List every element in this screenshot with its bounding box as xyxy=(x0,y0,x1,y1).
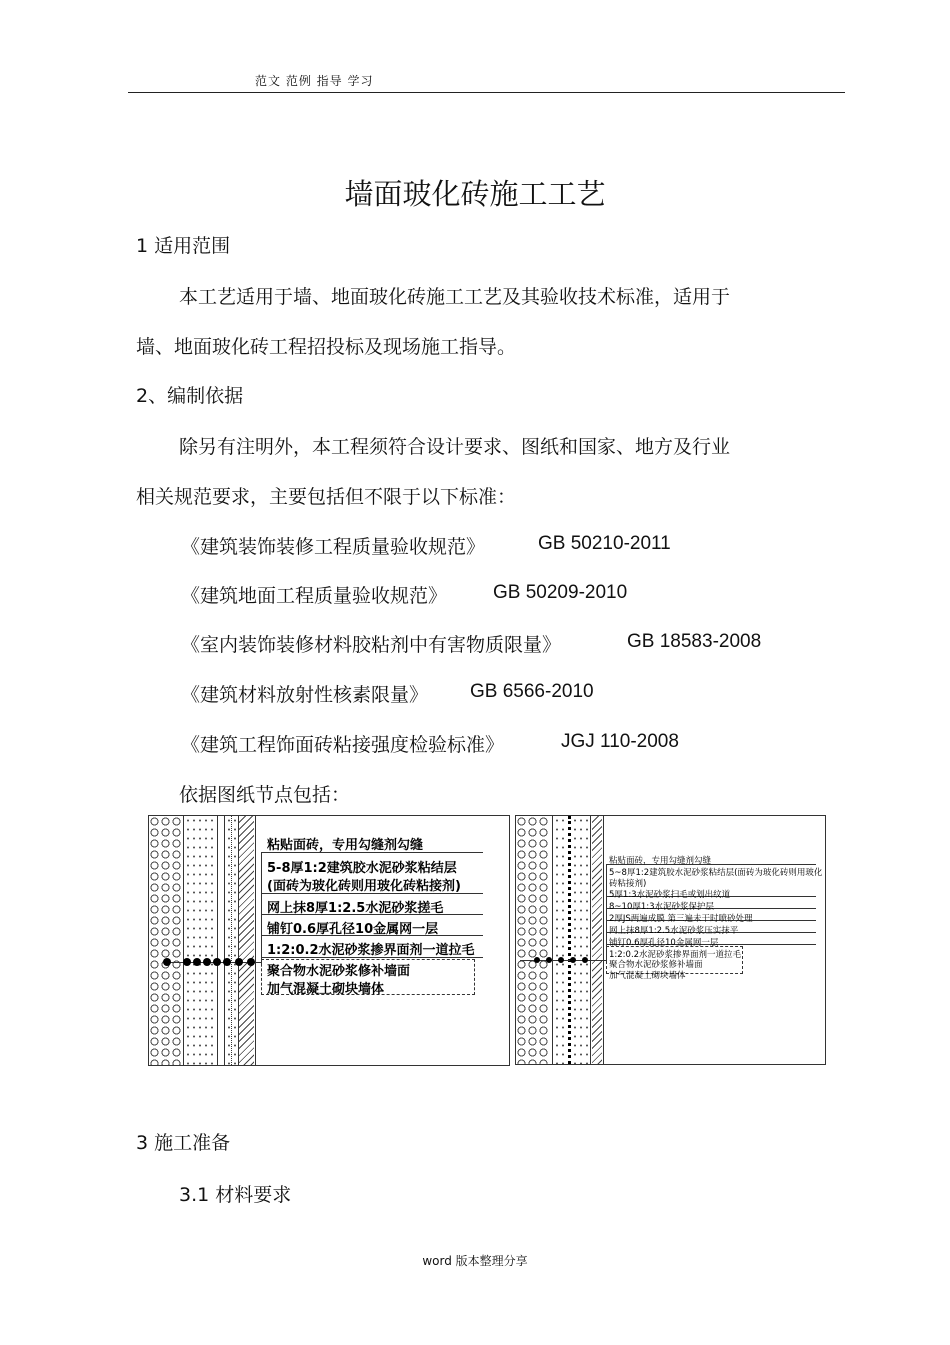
tile-hatch xyxy=(592,816,602,1064)
masonry-pattern xyxy=(149,816,181,1065)
mesh-line xyxy=(568,816,571,1064)
standard-code: GB 50210-2011 xyxy=(538,533,671,554)
layer-line xyxy=(224,816,225,1065)
figure-label: 铺钉0.6厚孔径10金属网一层 xyxy=(267,922,439,937)
header-rule xyxy=(128,92,845,93)
section-2-heading: 2、编制依据 xyxy=(136,385,244,407)
layer-line xyxy=(217,816,218,1065)
figure-label: 铺钉0.6厚孔径10金属网一层 xyxy=(609,938,719,948)
standard-name: 《建筑材料放射性核素限量》 xyxy=(181,684,429,706)
leader-dot xyxy=(203,958,211,966)
mortar-pattern xyxy=(572,816,588,1064)
leader-dot xyxy=(534,957,540,963)
wall-section-figure-1 xyxy=(148,815,510,1066)
masonry-pattern xyxy=(516,816,550,1064)
figure-label: 聚合物水泥砂浆修补墙面 xyxy=(267,964,411,979)
mesh-line xyxy=(231,816,232,1065)
plaster-pattern xyxy=(185,816,215,1065)
page-header: 范文 范例 指导 学习 xyxy=(255,74,374,88)
leader-line xyxy=(261,852,262,964)
layer-line xyxy=(590,816,591,1064)
leader-dot xyxy=(582,957,588,963)
figure-label: 网上抹8厚1:2.5水泥砂浆搓毛 xyxy=(267,901,444,916)
figure-label: 粘贴面砖，专用勾缝剂勾缝 xyxy=(609,856,712,866)
leader-dot xyxy=(235,958,243,966)
figure-label: 5~8厚1:2建筑胶水泥砂浆粘结层(面砖为玻化砖则用玻化 xyxy=(609,868,823,878)
figure-label: 1:2:0.2水泥砂浆掺界面剂一道拉毛 xyxy=(609,950,742,960)
standard-code: GB 50209-2010 xyxy=(493,582,628,603)
figure-label: (面砖为玻化砖则用玻化砖粘接剂) xyxy=(267,879,461,894)
layer-line xyxy=(183,816,184,1065)
section-1-paragraph-line-2: 墙、地面玻化砖工程招投标及现场施工指导。 xyxy=(136,336,517,358)
figure-label: 砖粘接剂) xyxy=(609,879,647,889)
leader-dot xyxy=(223,958,231,966)
figure-label: 加气混凝土砌块墙体 xyxy=(267,982,385,997)
figure-label: 网上抹8厚1:2.5水泥砂浆压实抹平 xyxy=(609,926,739,936)
document-title: 墙面玻化砖施工工艺 xyxy=(344,177,606,211)
figure-label: 8~10厚1:3水泥砂浆保护层 xyxy=(609,902,715,912)
section-1-heading: 1 适用范围 xyxy=(136,235,231,257)
layer-line xyxy=(552,816,553,1064)
section-2-paragraph-line-1: 除另有注明外，本工程须符合设计要求、图纸和国家、地方及行业 xyxy=(179,436,731,458)
figure-label: 加气混凝土砌块墙体 xyxy=(609,971,686,981)
section-3-1-heading: 3.1 材料要求 xyxy=(179,1184,292,1206)
leader-dot xyxy=(193,958,201,966)
figure-label: 2厚JS两遍成膜 第三遍未干时喷砂处理 xyxy=(609,914,753,924)
layer-line xyxy=(255,816,256,1065)
leader-dot xyxy=(213,958,221,966)
wall-section-figure-2 xyxy=(515,815,826,1065)
leader-dot xyxy=(247,958,255,966)
leader-dot xyxy=(570,957,576,963)
page-footer: word 版本整理分享 xyxy=(422,1254,528,1268)
standard-name: 《建筑地面工程质量验收规范》 xyxy=(181,585,448,607)
leader-dot xyxy=(546,957,552,963)
leader-dot xyxy=(558,957,564,963)
layer-line xyxy=(603,816,604,1064)
standard-name: 《建筑装饰装修工程质量验收规范》 xyxy=(181,536,486,558)
section-3-heading: 3 施工准备 xyxy=(136,1132,231,1154)
figure-label: 5厚1:3水泥砂浆扫毛或划出纹道 xyxy=(609,890,731,900)
standard-name: 《室内装饰装修材料胶粘剂中有害物质限量》 xyxy=(181,634,562,656)
section-2-paragraph-line-2: 相关规范要求，主要包括但不限于以下标准： xyxy=(136,486,517,508)
standard-name: 《建筑工程饰面砖粘接强度检验标准》 xyxy=(181,734,505,756)
standard-code: JGJ 110-2008 xyxy=(561,731,679,752)
plaster-pattern xyxy=(554,816,566,1064)
standard-code: GB 18583-2008 xyxy=(627,631,762,652)
section-1-paragraph-line-1: 本工艺适用于墙、地面玻化砖施工工艺及其验收技术标准，适用于 xyxy=(179,286,731,308)
leader-dot xyxy=(183,958,191,966)
leader-dot xyxy=(163,958,171,966)
standard-code: GB 6566-2010 xyxy=(470,681,594,702)
figure-label: 5-8厚1:2建筑胶水泥砂浆粘结层 xyxy=(267,861,457,876)
figure-label: 1:2:0.2水泥砂浆掺界面剂一道拉毛 xyxy=(267,943,475,958)
drawing-intro: 依据图纸节点包括： xyxy=(179,784,351,806)
figure-label: 聚合物水泥砂浆修补墙面 xyxy=(609,960,703,970)
figure-label: 粘贴面砖，专用勾缝剂勾缝 xyxy=(267,838,424,853)
tile-hatch xyxy=(239,816,254,1065)
